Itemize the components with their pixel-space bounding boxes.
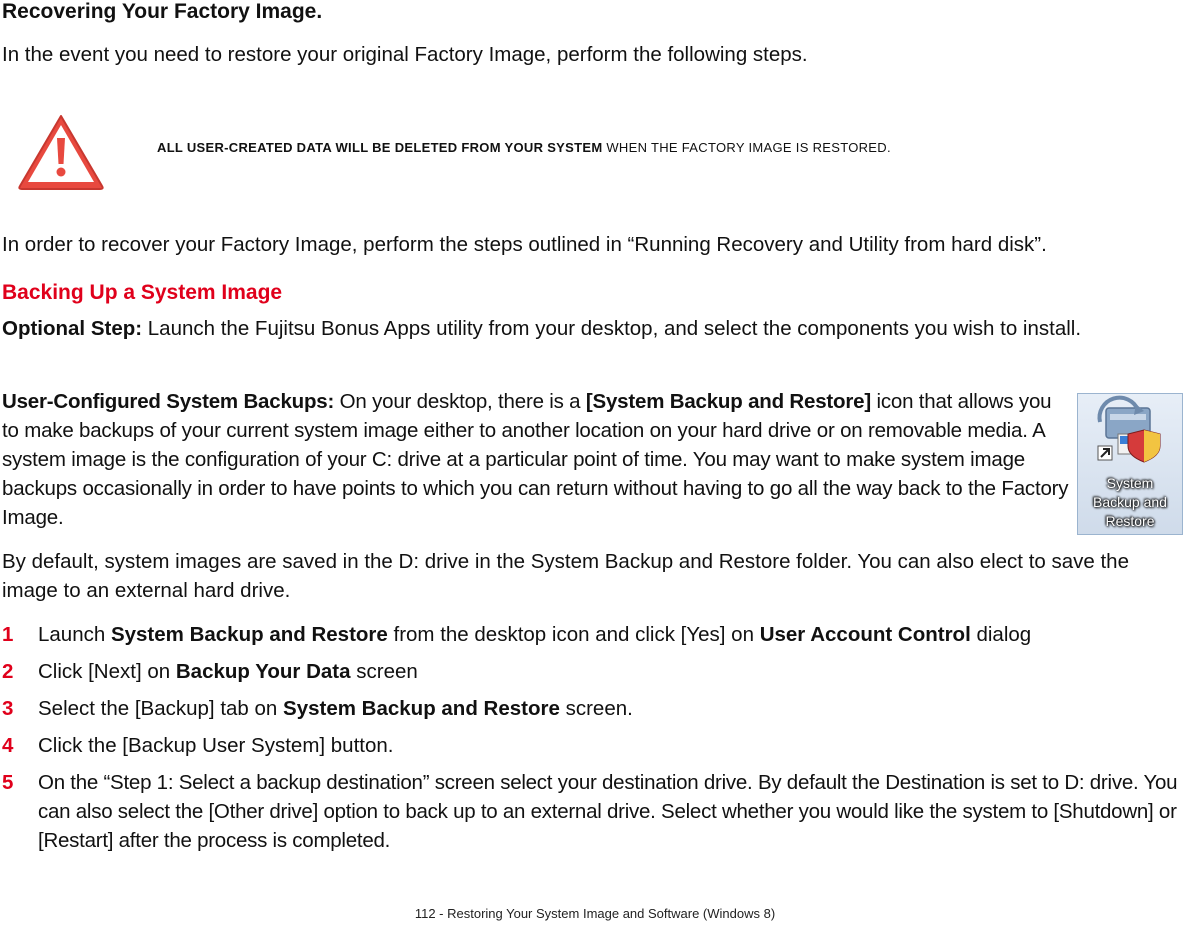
list-item: 3 Select the [Backup] tab on System Backup and Restore screen.	[2, 694, 1188, 723]
user-configured-text-2: icon that allows you to make backups of your current system image either to another location on your hard drive or on removable media. A system image is the configuration of your C: drive at a particular point of time. You may want to make system image backups occasionally in order to have points to which you can return without having to go all the way back to the Factory Image.	[2, 390, 1069, 529]
list-item: 5 On the “Step 1: Select a backup destination” screen select your destination drive. By default the Destination is set to D: drive. You can also select the [Other drive] option to back up to an external drive. Select whether you would like the system to [Shutdown] or [Restart] after the process is completed.	[2, 768, 1188, 855]
default-location-text: By default, system images are saved in the D: drive in the System Backup and Restore folder. You can also elect to save the image to an external hard drive.	[2, 550, 1129, 602]
desktop-icon-label-line-3: Restore	[1105, 513, 1155, 529]
intro-text: In the event you need to restore your original Factory Image, perform the following steps.	[2, 43, 808, 66]
backup-drive-icon	[1078, 394, 1184, 474]
desktop-icon-label-line-2: Backup and	[1093, 494, 1167, 510]
page-footer: 112 - Restoring Your System Image and Software (Windows 8)	[414, 906, 776, 921]
recover-text: In order to recover your Factory Image, perform the steps outlined in “Running Recovery and Utility from hard disk”.	[2, 233, 1047, 256]
user-configured-icon-name: [System Backup and Restore]	[585, 390, 871, 413]
list-item: 2 Click [Next] on Backup Your Data screen	[2, 657, 1188, 686]
warning-rest-text: WHEN THE FACTORY IMAGE IS RESTORED.	[602, 140, 891, 155]
step-number: 3	[2, 697, 14, 720]
desktop-icon-label	[1078, 474, 1182, 531]
step-number: 4	[2, 734, 14, 757]
list-item: 4 Click the [Backup User System] button.	[2, 731, 1188, 760]
step-number: 2	[2, 660, 14, 683]
step-number: 1	[2, 623, 14, 646]
user-configured-label: User-Configured System Backups:	[2, 390, 335, 413]
page-title: Recovering Your Factory Image.	[2, 0, 323, 23]
system-backup-restore-desktop-icon[interactable]	[1077, 393, 1183, 535]
section-heading: Backing Up a System Image	[2, 281, 283, 304]
desktop-icon-label-line-1: System	[1106, 475, 1154, 491]
optional-step-text: Launch the Fujitsu Bonus Apps utility from your desktop, and select the components you wish to install.	[142, 317, 1082, 340]
warning-text	[157, 140, 891, 155]
warning-triangle-icon	[16, 112, 106, 192]
user-configured-text-1: On your desktop, there is a	[334, 390, 586, 413]
user-configured-paragraph	[2, 387, 1072, 532]
optional-step-label: Optional Step:	[2, 317, 143, 340]
steps-list	[2, 620, 1188, 863]
step-number: 5	[2, 771, 14, 794]
list-item: 1 Launch System Backup and Restore from the desktop icon and click [Yes] on User Account Control dialog	[2, 620, 1188, 649]
warning-bold-text: ALL USER-CREATED DATA WILL BE DELETED FROM YOUR SYSTEM	[157, 140, 603, 155]
optional-step-paragraph	[2, 314, 1182, 343]
